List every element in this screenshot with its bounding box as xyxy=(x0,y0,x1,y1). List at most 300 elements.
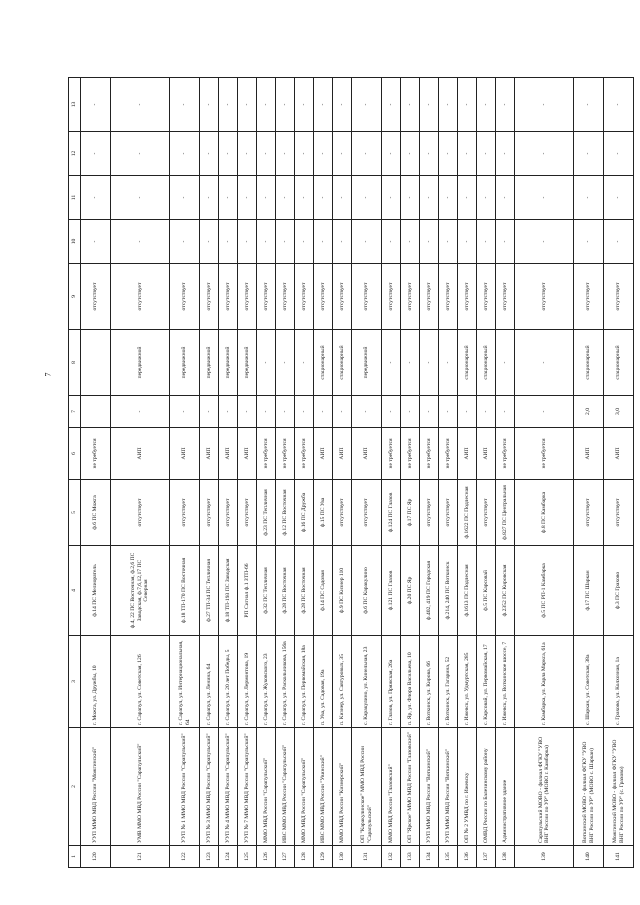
table-cell-org: Административное здание xyxy=(496,728,515,846)
table-cell-c9: отсутствует xyxy=(276,264,295,330)
table-cell-n: 137 xyxy=(477,846,496,868)
table-cell-c7 xyxy=(81,396,111,428)
table-cell-c9: отсутствует xyxy=(238,264,257,330)
table-cell-c7: - xyxy=(238,396,257,428)
table-row xyxy=(458,78,477,868)
table-row xyxy=(314,78,333,868)
table-row xyxy=(238,78,257,868)
table-cell-c10: - xyxy=(574,220,604,264)
table-cell-c7: - xyxy=(170,396,200,428)
table-cell-c10: - xyxy=(477,220,496,264)
table-cell-c8: передвижной xyxy=(238,330,257,396)
table-cell-c8: передвижной xyxy=(170,330,200,396)
table-cell-org: УУП ММО МВД России "Воткинский" xyxy=(420,728,439,846)
table-cell-c10: - xyxy=(333,220,352,264)
table-cell-c8: - xyxy=(295,330,314,396)
table-cell-c8: передвижной xyxy=(352,330,382,396)
header-cell: 6 xyxy=(69,428,81,480)
table-cell-n: 129 xyxy=(314,846,333,868)
table-cell-c6: не требуется xyxy=(81,428,111,480)
table-cell-c5: ф.15 ПС Ува xyxy=(314,480,333,546)
header-cell: 7 xyxy=(69,396,81,428)
table-cell-c7: - xyxy=(420,396,439,428)
table-cell-c10: - xyxy=(382,220,401,264)
table-cell-c5: отсутствует xyxy=(238,480,257,546)
table-cell-addr: с. Каракулино, ул. Кинельная, 23 xyxy=(352,636,382,728)
table-cell-c5: отсутствует xyxy=(420,480,439,546)
table-cell-c6: АИП xyxy=(458,428,477,480)
table-cell-c10: - xyxy=(219,220,238,264)
header-cell: 3 xyxy=(69,636,81,728)
table-cell-c11: - xyxy=(333,176,352,220)
table-cell-c6: не требуется xyxy=(295,428,314,480)
table-cell-addr: г. Сарапул, ул. Первомайская, 18а xyxy=(295,636,314,728)
table-cell-c9: отсутствует xyxy=(401,264,420,330)
table-cell-c10: - xyxy=(604,220,634,264)
table-cell-c9: отсутствует xyxy=(477,264,496,330)
table-cell-c5: отсутствует xyxy=(170,480,200,546)
table-cell-org: Воткинский МОВО - филиал ФГКУ "УВО ВНГ России по УР" (МОВО с. Шаркан) xyxy=(574,728,604,846)
table-cell-n: 126 xyxy=(257,846,276,868)
table-cell-c6: не требуется xyxy=(382,428,401,480)
table-cell-c12: - xyxy=(219,132,238,176)
table-cell-c11: - xyxy=(382,176,401,220)
document-table-rotated xyxy=(68,78,625,868)
header-cell: 13 xyxy=(69,78,81,132)
table-cell-c10: - xyxy=(496,220,515,264)
table-cell-c12: - xyxy=(382,132,401,176)
table-cell-c6: не требуется xyxy=(439,428,458,480)
table-cell-c6: АИП xyxy=(477,428,496,480)
table-cell-c12: - xyxy=(81,132,111,176)
table-cell-c8: передвижной xyxy=(200,330,219,396)
table-cell-c5: отсутствует xyxy=(200,480,219,546)
table-cell-n: 120 xyxy=(81,846,111,868)
table-cell-c4: ф.6 ПС Каракулино xyxy=(352,546,382,636)
table-cell-c8: стационарный xyxy=(604,330,634,396)
table-cell-c12: - xyxy=(420,132,439,176)
table-cell-c4: ф.28 ПС Восточная xyxy=(276,546,295,636)
table-cell-c10: - xyxy=(170,220,200,264)
table-cell-c10: - xyxy=(352,220,382,264)
table-cell-c4: ф.402, 419 ПС Городская xyxy=(420,546,439,636)
table-cell-c5: отсутствует xyxy=(219,480,238,546)
table-cell-c9: отсутствует xyxy=(382,264,401,330)
table-cell-c4: ф.14 ПС Мелиоратель xyxy=(81,546,111,636)
facilities-table xyxy=(68,77,634,868)
table-cell-c6: АИП xyxy=(333,428,352,480)
table-cell-c7: 3,0 xyxy=(604,396,634,428)
table-cell-n: 124 xyxy=(219,846,238,868)
table-cell-c9: отсутствует xyxy=(219,264,238,330)
table-cell-c11: - xyxy=(574,176,604,220)
table-cell-c11: - xyxy=(458,176,477,220)
table-cell-c8: стационарный xyxy=(333,330,352,396)
table-cell-c5: отсутствует xyxy=(604,480,634,546)
table-cell-c12: - xyxy=(352,132,382,176)
header-cell: 1 xyxy=(69,846,81,868)
table-cell-c12: - xyxy=(439,132,458,176)
table-cell-c10: - xyxy=(81,220,111,264)
table-cell-c6: АИП xyxy=(314,428,333,480)
table-cell-c11: - xyxy=(295,176,314,220)
table-cell-c8: - xyxy=(401,330,420,396)
table-cell-org: ОМВД России по Балезинскому району xyxy=(477,728,496,846)
table-cell-n: 123 xyxy=(200,846,219,868)
table-cell-c11: - xyxy=(219,176,238,220)
table-cell-addr: п. Яр, ул. Флора Васильева, 10 xyxy=(401,636,420,728)
table-cell-n: 128 xyxy=(295,846,314,868)
table-cell-c5: ф.17 ПС Яр xyxy=(401,480,420,546)
table-cell-n: 141 xyxy=(604,846,634,868)
table-cell-addr: г. Сарапул, ул. Интернациональная, 64 xyxy=(170,636,200,728)
table-cell-n: 121 xyxy=(111,846,170,868)
header-cell: 10 xyxy=(69,220,81,264)
table-cell-c12: - xyxy=(515,132,574,176)
table-cell-c9: отсутствует xyxy=(420,264,439,330)
table-cell-c11: - xyxy=(257,176,276,220)
table-cell-n: 122 xyxy=(170,846,200,868)
table-cell-c8: стационарный xyxy=(574,330,604,396)
table-cell-c8: стационарный xyxy=(314,330,333,396)
table-cell-org: Сарапульский МОВО - филиал ФГКУ "УВО ВНГ России по УР" (МОВО г. Камбарка) xyxy=(515,728,574,846)
table-cell-c8: передвижной xyxy=(219,330,238,396)
table-cell-c9: отсутствует xyxy=(257,264,276,330)
table-cell-org: ИВС ММО МВД России "Увинский" xyxy=(314,728,333,846)
table-cell-c6: не требуется xyxy=(515,428,574,480)
table-cell-c13: - xyxy=(81,78,111,132)
table-cell-c4: ф.18 ТП-193 ПС Заводская xyxy=(219,546,238,636)
table-cell-c8 xyxy=(81,330,111,396)
table-cell-addr: г. Сарапул, ул. Жуковского, 23 xyxy=(257,636,276,728)
table-row xyxy=(81,78,111,868)
table-cell-addr: с. Грахово, ул. Колхозная, 1а xyxy=(604,636,634,728)
table-cell-c12: - xyxy=(200,132,219,176)
table-row xyxy=(219,78,238,868)
table-cell-c12: - xyxy=(401,132,420,176)
table-cell-c6: АИП xyxy=(219,428,238,480)
table-cell-c12: - xyxy=(295,132,314,176)
table-cell-c7: - xyxy=(477,396,496,428)
table-cell-n: 131 xyxy=(352,846,382,868)
table-cell-c13: - xyxy=(170,78,200,132)
table-cell-c8: стационарный xyxy=(458,330,477,396)
table-cell-c6: АИП xyxy=(170,428,200,480)
table-cell-c5: ф.124 ПС Глазов xyxy=(382,480,401,546)
table-cell-c9: отсутствует xyxy=(352,264,382,330)
table-cell-c10: - xyxy=(401,220,420,264)
table-cell-c4: ф.32 ПС Тепличная xyxy=(257,546,276,636)
table-cell-c9: отсутствует xyxy=(333,264,352,330)
table-cell-c9: отсутствует xyxy=(515,264,574,330)
table-cell-org: УУП ММО МВД России "Воткинский" xyxy=(439,728,458,846)
table-cell-n: 135 xyxy=(439,846,458,868)
table-cell-c11: - xyxy=(170,176,200,220)
table-cell-c10: - xyxy=(111,220,170,264)
table-cell-c7: - xyxy=(352,396,382,428)
table-cell-c10: - xyxy=(439,220,458,264)
table-row xyxy=(477,78,496,868)
table-cell-c12: - xyxy=(477,132,496,176)
table-cell-c12: - xyxy=(238,132,257,176)
table-cell-c12: - xyxy=(458,132,477,176)
table-row xyxy=(401,78,420,868)
table-cell-c4: ф.5 ПС РП-1 Камбарка xyxy=(515,546,574,636)
table-cell-addr: п. Кизнер, ул. Савтуровых, 35 xyxy=(333,636,352,728)
table-cell-c13: - xyxy=(496,78,515,132)
table-cell-c12: - xyxy=(111,132,170,176)
table-cell-c12: - xyxy=(314,132,333,176)
table-cell-c10: - xyxy=(200,220,219,264)
table-cell-c11: - xyxy=(401,176,420,220)
table-cell-c12: - xyxy=(333,132,352,176)
table-cell-c7: - xyxy=(515,396,574,428)
table-row xyxy=(257,78,276,868)
table-cell-c12: - xyxy=(574,132,604,176)
table-cell-c13: - xyxy=(420,78,439,132)
table-cell-c9: отсутствует xyxy=(111,264,170,330)
table-row xyxy=(276,78,295,868)
table-cell-org: ОП "Ярское" ММО МВД России "Глазовский" xyxy=(401,728,420,846)
table-cell-c6: АИП xyxy=(111,428,170,480)
header-cell: 12 xyxy=(69,132,81,176)
table-cell-c13: - xyxy=(238,78,257,132)
table-cell-c6: АИП xyxy=(238,428,257,480)
table-cell-c4: ф.27 ТП-34 ПС Тепличная xyxy=(200,546,219,636)
table-cell-c8: - xyxy=(276,330,295,396)
table-cell-c11: - xyxy=(352,176,382,220)
table-cell-c11: - xyxy=(477,176,496,220)
table-cell-c8: - xyxy=(496,330,515,396)
table-cell-c9: отсутствует xyxy=(200,264,219,330)
table-cell-c6: не требуется xyxy=(401,428,420,480)
table-cell-c4: ф.1613 ПС Подлесная xyxy=(458,546,477,636)
table-cell-c13: - xyxy=(458,78,477,132)
table-cell-addr: г. Глазов, ул. Пряжская, 26а xyxy=(382,636,401,728)
table-cell-c11: - xyxy=(604,176,634,220)
table-cell-c7: - xyxy=(496,396,515,428)
table-cell-c8: - xyxy=(439,330,458,396)
table-cell-c7: - xyxy=(111,396,170,428)
table-row xyxy=(295,78,314,868)
table-cell-c7: - xyxy=(439,396,458,428)
header-cell: 9 xyxy=(69,264,81,330)
table-cell-addr: г. Воткинск, ул. Кирова, 66 xyxy=(420,636,439,728)
table-cell-c11: - xyxy=(81,176,111,220)
table-cell-org: УУП № 7 ММО МВД России "Сарапульский" xyxy=(238,728,257,846)
table-cell-org: ММО МВД России "Сарапульский" xyxy=(295,728,314,846)
table-cell-c5: отсутствует xyxy=(333,480,352,546)
table-cell-c7: - xyxy=(314,396,333,428)
table-cell-c12: - xyxy=(257,132,276,176)
table-cell-c6: не требуется xyxy=(496,428,515,480)
table-cell-addr: г. Сарапул, ул. Лермонтова, 19 xyxy=(238,636,257,728)
table-cell-c5: ф.23 ПС Тепличная xyxy=(257,480,276,546)
table-cell-c11: - xyxy=(515,176,574,220)
table-cell-c13: - xyxy=(382,78,401,132)
table-body xyxy=(81,78,634,868)
table-cell-c5: отсутствует xyxy=(352,480,382,546)
table-cell-addr: г. Воткинск, ул. Гагарина, 52 xyxy=(439,636,458,728)
table-cell-addr: г. Ижевск, ул. Воткинское шоссе, 7 xyxy=(496,636,515,728)
table-cell-c9: отсутствует xyxy=(81,264,111,330)
table-cell-c11: - xyxy=(420,176,439,220)
table-cell-c4: ф.5 ПС Карсовай xyxy=(477,546,496,636)
table-row xyxy=(439,78,458,868)
table-cell-org: ММО МВД России "Сарапульский" xyxy=(257,728,276,846)
table-cell-c5: ф.6 ПС Можга xyxy=(81,480,111,546)
table-cell-c6: не требуется xyxy=(276,428,295,480)
table-cell-c7: - xyxy=(200,396,219,428)
table-cell-c4: РП Сигнал ф.1 ЗТП-66 xyxy=(238,546,257,636)
table-cell-n: 140 xyxy=(574,846,604,868)
table-cell-c4: ф.3 ПС Грахово xyxy=(604,546,634,636)
table-row xyxy=(496,78,515,868)
table-cell-n: 138 xyxy=(496,846,515,868)
table-cell-c11: - xyxy=(111,176,170,220)
table-cell-c13: - xyxy=(352,78,382,132)
table-cell-addr: с. Шаркан, ул. Советская, 38а xyxy=(574,636,604,728)
table-cell-c7: - xyxy=(333,396,352,428)
table-cell-c13: - xyxy=(439,78,458,132)
table-cell-org: ОП № 2 УМВД по г. Ижевску xyxy=(458,728,477,846)
table-cell-c13: - xyxy=(257,78,276,132)
table-cell-c13: - xyxy=(477,78,496,132)
table-cell-c12: - xyxy=(604,132,634,176)
table-cell-c9: отсутствует xyxy=(604,264,634,330)
table-cell-c13: - xyxy=(111,78,170,132)
table-cell-c9: отсутствует xyxy=(314,264,333,330)
header-cell: 2 xyxy=(69,728,81,846)
table-cell-c7: - xyxy=(257,396,276,428)
table-cell-c4: ф.20 ПС Яр xyxy=(401,546,420,636)
table-cell-c13: - xyxy=(515,78,574,132)
table-cell-c7: 2,0 xyxy=(574,396,604,428)
table-cell-c8: - xyxy=(382,330,401,396)
table-cell-c8: - xyxy=(420,330,439,396)
table-cell-c10: - xyxy=(295,220,314,264)
table-cell-n: 139 xyxy=(515,846,574,868)
table-cell-c10: - xyxy=(458,220,477,264)
table-cell-n: 134 xyxy=(420,846,439,868)
table-cell-c12: - xyxy=(276,132,295,176)
table-cell-org: УУП ММО МВД России "Можгинский" xyxy=(81,728,111,846)
table-cell-c6: не требуется xyxy=(420,428,439,480)
table-row xyxy=(382,78,401,868)
table-cell-c7: - xyxy=(458,396,477,428)
table-cell-c4: ф.9 ПС Кизнер 110 xyxy=(333,546,352,636)
table-cell-c5: отсутствует xyxy=(574,480,604,546)
table-cell-c4: ф.2352 ПС Кировская xyxy=(496,546,515,636)
header-cell: 5 xyxy=(69,480,81,546)
table-cell-c7: - xyxy=(295,396,314,428)
table-cell-addr: г. Ижевск, ул. Удмуртская, 285 xyxy=(458,636,477,728)
table-row xyxy=(574,78,604,868)
table-cell-c7: - xyxy=(219,396,238,428)
table-cell-c10: - xyxy=(420,220,439,264)
table-cell-c12: - xyxy=(496,132,515,176)
table-row xyxy=(420,78,439,868)
table-cell-org: ОП "Каракулинское" ММО МВД России "Сарапульский" xyxy=(352,728,382,846)
table-cell-c5: ф.12 ПС Восточная xyxy=(276,480,295,546)
table-cell-org: УУП № 4 ММО МВД России "Сарапульский" xyxy=(219,728,238,846)
table-cell-c11: - xyxy=(238,176,257,220)
table-cell-org: УУП № 1 ММО МВД России "Сарапульский" xyxy=(170,728,200,846)
table-cell-c5: ф.1622 ПС Подлесная xyxy=(458,480,477,546)
table-cell-c9: отсутствует xyxy=(170,264,200,330)
table-cell-addr: г. Можга, ул. Дружбы, 10 xyxy=(81,636,111,728)
table-cell-c8: - xyxy=(257,330,276,396)
table-cell-c13: - xyxy=(219,78,238,132)
table-cell-n: 125 xyxy=(238,846,257,868)
table-cell-c8: - xyxy=(515,330,574,396)
table-cell-org: ММО МВД России "Глазовский" xyxy=(382,728,401,846)
table-cell-c13: - xyxy=(574,78,604,132)
table-cell-addr: г. Сарапул, ул. 20 лет Победы, 5 xyxy=(219,636,238,728)
table-cell-org: ИВС ММО МВД России "Сарапульский" xyxy=(276,728,295,846)
table-cell-c6: не требуется xyxy=(257,428,276,480)
table-row xyxy=(333,78,352,868)
table-cell-c9: отсутствует xyxy=(458,264,477,330)
table-cell-c11: - xyxy=(439,176,458,220)
table-cell-c7: - xyxy=(401,396,420,428)
table-cell-org: Можгинский МОВО - филиал ФГКУ "УВО ВНГ России по УР" (с. Грахово) xyxy=(604,728,634,846)
table-cell-c5: отсутствует xyxy=(111,480,170,546)
table-cell-c13: - xyxy=(604,78,634,132)
table-cell-c10: - xyxy=(276,220,295,264)
table-cell-n: 136 xyxy=(458,846,477,868)
table-cell-c13: - xyxy=(200,78,219,132)
table-row xyxy=(604,78,634,868)
table-cell-addr: г. Камбарка, ул. Карла Маркса, 61а xyxy=(515,636,574,728)
table-row xyxy=(352,78,382,868)
table-cell-c7: - xyxy=(382,396,401,428)
table-cell-c5: ф.16 ПС Дружба xyxy=(295,480,314,546)
table-row xyxy=(170,78,200,868)
table-cell-c4: ф.214, 240 ПС Воткинск xyxy=(439,546,458,636)
table-cell-c13: - xyxy=(314,78,333,132)
table-cell-c5: ф.8 ПС Камбарка xyxy=(515,480,574,546)
table-cell-n: 127 xyxy=(276,846,295,868)
table-cell-c4: ф.4, 22 ПС Восточная, ф.2,6 ПС Заводская, ф.7,6,12,17 ПС Северная xyxy=(111,546,170,636)
table-cell-n: 130 xyxy=(333,846,352,868)
table-cell-addr: п. Ува, ул. Садовая, 19а xyxy=(314,636,333,728)
table-cell-c13: - xyxy=(276,78,295,132)
table-cell-c8: передвижной xyxy=(111,330,170,396)
table-cell-c10: - xyxy=(515,220,574,264)
table-cell-c4: ф.121 ПС Глазов xyxy=(382,546,401,636)
table-header-row xyxy=(69,78,81,868)
table-cell-org: УУП № 3 ММО МВД России "Сарапульский" xyxy=(200,728,219,846)
table-cell-c8: стационарный xyxy=(477,330,496,396)
table-cell-c6: АИП xyxy=(200,428,219,480)
table-cell-c10: - xyxy=(257,220,276,264)
table-row xyxy=(200,78,219,868)
table-cell-c12: - xyxy=(170,132,200,176)
header-cell: 8 xyxy=(69,330,81,396)
table-cell-n: 133 xyxy=(401,846,420,868)
page-number: 7 xyxy=(43,372,53,377)
table-cell-c11: - xyxy=(276,176,295,220)
table-cell-c4: ф.18 ТП-170 ПС Восточная xyxy=(170,546,200,636)
table-cell-c13: - xyxy=(333,78,352,132)
table-row xyxy=(111,78,170,868)
table-cell-org: УМВ ММО МВД России "Сарапульский" xyxy=(111,728,170,846)
table-cell-c6: АИП xyxy=(574,428,604,480)
table-cell-c7: - xyxy=(276,396,295,428)
table-cell-c6: АИП xyxy=(352,428,382,480)
table-cell-c10: - xyxy=(238,220,257,264)
